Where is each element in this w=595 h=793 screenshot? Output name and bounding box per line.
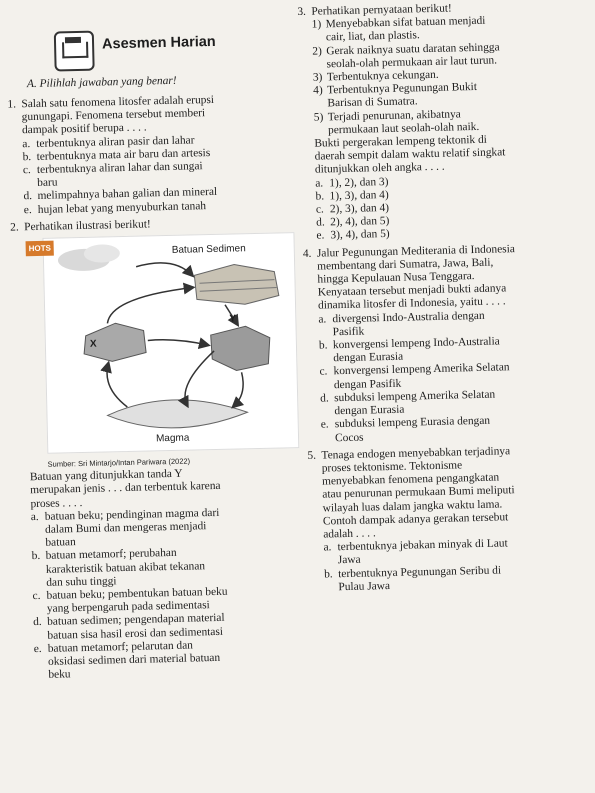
label-y: Y (229, 313, 237, 325)
option-3b[interactable]: b. 1), 3), dan 4) (315, 188, 389, 203)
statement-5: 5) Terjadi penurunan, akibatnya permukaan laut seolah-olah naik. (313, 107, 480, 137)
question-4: 4. Jalur Pegunungan Mediterania di Indonesia membentang dari Sumatra, Jawa, Bali, hingga Kepulauan Nusa Tenggara. Kenyataan tersebut menjadi bukti adanya dinamika litosfer di Indonesia, yaitu . . . . a. divergensi Indo-Australia dengan Pasifik b. konvergensi lempeng Indo-Australia dengan Eurasia c. konvergensi lempeng Amerika Selatan dengan Pasifik d. subduksi lempeng Amerika Selatan dengan Eurasia e. subduksi lempeng Eurasia dengan Cocos (303, 241, 593, 445)
statement-3: 3) Terbentuknya cekungan. (312, 68, 439, 84)
instruction: A. Pilihlah jawaban yang benar! (26, 74, 177, 91)
option-2a[interactable]: a. batuan beku; pendinginan magma dari dalam Bumi dan mengeras menjadi batuan (30, 506, 220, 550)
option-4c[interactable]: c. konvergensi lempeng Amerika Selatan dengan Pasifik (319, 361, 510, 391)
option-2c[interactable]: c. batuan beku; pembentukan batuan beku yang berpengaruh pada sedimentasi (32, 585, 228, 616)
option-4d[interactable]: d. subduksi lempeng Amerika Selatan dengan Eurasia (320, 388, 496, 418)
left-column (5, 2, 302, 683)
option-3d[interactable]: d. 2), 4), dan 5) (316, 215, 390, 229)
statement-1: 1) Menyebabkan sifat batuan menjadi cair, liat, dan plastis. (311, 14, 486, 44)
option-2d[interactable]: d. batuan sedimen; pengendapan material batuan sisa hasil erosi dan sedimentasi (33, 612, 225, 642)
option-3e[interactable]: e. 3), 4), dan 5) (316, 228, 390, 243)
section-title: Asesmen Harian (101, 33, 216, 53)
question-2-intro: Perhatikan ilustrasi berikut! (24, 218, 151, 234)
option-4b[interactable]: b. konvergensi lempeng Indo-Australia dengan Eurasia (318, 335, 500, 365)
option-1d[interactable]: d. melimpahnya bahan galian dan mineral (23, 186, 218, 203)
option-5b[interactable]: b. terbentuknya Pegunungan Seribu di Pulau Jawa (324, 564, 502, 593)
section-header (5, 2, 289, 94)
option-2e[interactable]: e. batuan metamorf; pelarutan dan oksidasi sedimen dari material batuan beku (33, 639, 221, 682)
option-4e[interactable]: e. subduksi lempeng Eurasia dengan Cocos (320, 415, 491, 444)
label-magma: Magma (155, 432, 190, 445)
option-4a[interactable]: a. divergensi Indo-Australia dengan Pasifik (318, 309, 485, 339)
option-2b[interactable]: b. batuan metamorf; perubahan karakteristik batuan akibat tekanan dan suhu tinggi (31, 547, 206, 589)
statement-4: 4) Terbentuknya Pegunungan Bukit Barisan di Sumatra. (313, 81, 478, 110)
option-3c[interactable]: c. 2), 3), dan 4) (315, 202, 390, 216)
option-1b[interactable]: b. terbentuknya mata air baru dan artesis (22, 146, 211, 164)
option-5a[interactable]: a. terbentuknya jebakan minyak di Laut Jawa (323, 537, 508, 567)
label-sedimentary-rock: Batuan Sedimen (171, 243, 246, 256)
hots-badge: HOTS (26, 241, 55, 257)
image-source: Sumber: Sri Mintarjo/Intan Pariwara (2022) (47, 456, 191, 469)
rock-cycle-illustration (28, 232, 299, 454)
question-1: 1. Salah satu fenomena litosfer adalah erupsi gunungapi. Fenomena tersebut memberi dampak positif berupa . . . . a. terbentuknya aliran pasir dan lahar b. terbentuknya mata air baru dan artesis c. terbentuknya aliran lahar dan sungai baru d. melimpahnya bahan galian dan mineral e. hujan lebat yang menyuburkan tanah (7, 92, 292, 217)
label-x: X (89, 338, 97, 350)
right-column (297, 0, 595, 595)
book-icon (54, 31, 95, 72)
option-1e[interactable]: e. hujan lebat yang menyuburkan tanah (23, 199, 207, 216)
rock-cycle-diagram (43, 233, 298, 453)
statement-2: 2) Gerak naiknya suatu daratan sehingga seolah-olah permukaan air laut turun. (312, 41, 500, 71)
option-1a[interactable]: a. terbentuknya aliran pasir dan lahar (22, 133, 195, 150)
option-1c[interactable]: c. terbentuknya aliran lahar dan sungai baru (22, 160, 203, 190)
question-5: 5. Tenaga endogen menyebabkan terjadinya proses tektonisme. Tektonisme menyebabkan fenomena pengangkatan atau penurunan permukaan Bumi meliputi wilayah luas dalam jangka waktu lama. Contoh dampak adanya gerakan tersebut adalah . . . . a. terbentuknya jebakan minyak di Laut Jawa b. terbentuknya Pegunungan Seribu di Pulau Jawa (307, 443, 595, 595)
option-3a[interactable]: a. 1), 2), dan 3) (315, 175, 389, 190)
question-2: 2. Perhatikan ilustrasi berikut! HOTS Batuan Sedimen X Y Magma Sumber: Sri Mintarjo/Intan Pariwara (2022) Batuan yang ditunjukkan tanda Y merupakan jenis . . . dan terbentuk karena proses . . . . a. batuan beku; pendinginan magma dari dalam Bumi dan mengeras menjadi batuan b. batuan metamorf; perubahan karakteristik batuan akibat tekanan dan suhu tinggi c. batuan beku; pembentukan batuan beku yang berpengaruh pada sedimentasi d. batuan sedimen; pengendapan material batuan sisa hasil erosi dan sedimentasi e. batuan metamorf; pelarutan dan oksidasi sedimen dari material batuan beku (10, 215, 302, 683)
question-3: 3. Perhatikan pernyataan berikut! 1) Menyebabkan sifat batuan menjadi cair, liat, dan plastis. 2) Gerak naiknya suatu daratan sehingga seolah-olah permukaan air laut turun. 3) Terbentuknya cekungan. 4) Terbentuknya Pegunungan Bukit Barisan di Sumatra. 5) Terjadi penurunan, akibatnya permukaan laut seolah-olah naik. Bukti pergerakan lempeng tektonik di daerah sempit dalam waktu relatif singkat ditunjukkan oleh angka . . . . a. 1), 2), dan 3) b. 1), 3), dan 4) c. 2), 3), dan 4) d. 2), 4), dan 5) e. 3), 4), dan 5) (297, 0, 588, 244)
